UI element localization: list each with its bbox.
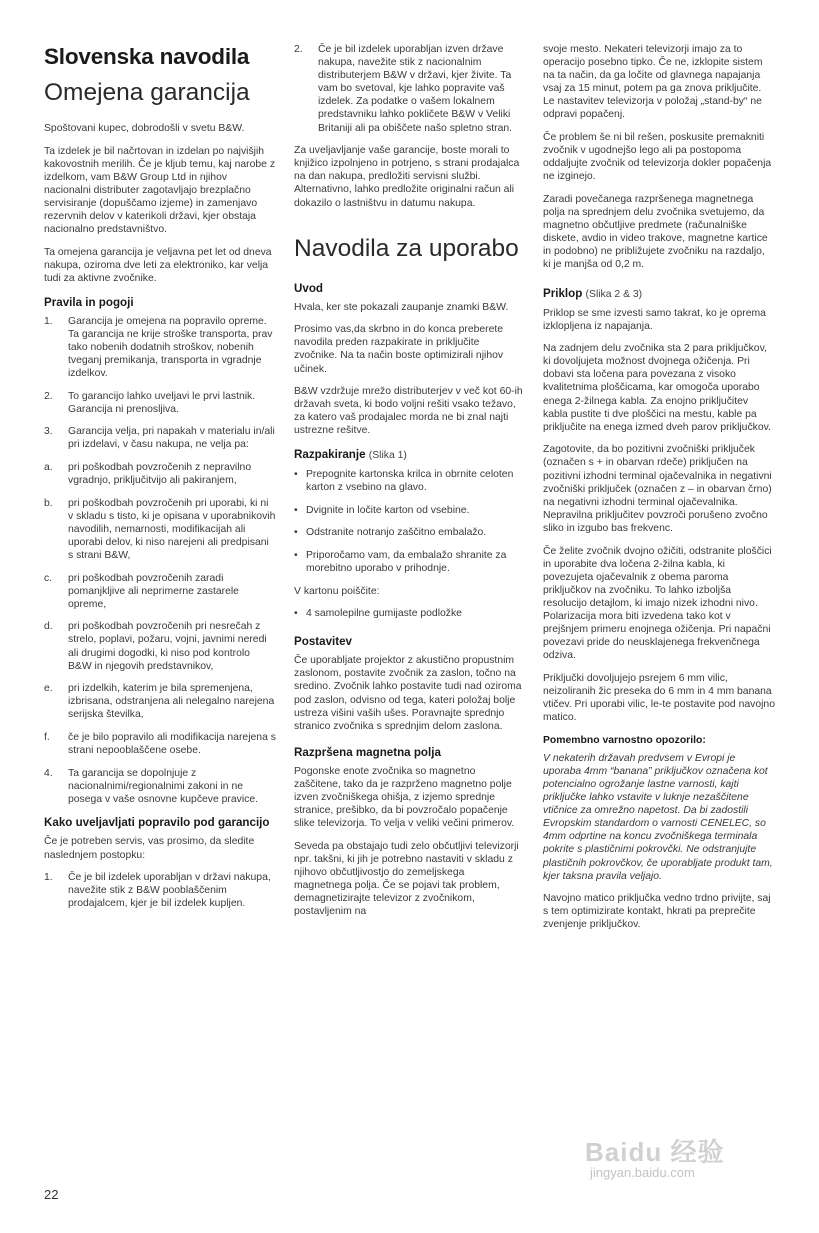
list-item: d. pri poškodbah povzročenih pri nesrečah z strelo, poplavi, požaru, vojni, javnimi neredi ali drugimi dogodki, ki niso pod kontrolo B&W in njegovih predstavnikov, [44, 621, 267, 672]
list-item: 2. Če je bil izdelek uporabljan izven države nakupa, navežite stik z nacionalnim distributerjem B&W v državi, kjer živite. Ta vam bo svetoval, kje lahko popravite vaš izdelek. Za podatke o vašem lokalnem predstavniku lahko pokličete B&W v Veliki Britaniji ali pa obiščete našo spletno stran. [294, 44, 513, 134]
paragraph: Prosimo vas,da skrbno in do konca preberete navodila preden razpakirate in priključite zvočnike. Na ta način boste optimizirali njihov učinek. [294, 324, 504, 375]
warranty-title: Omejena garancija [44, 79, 250, 106]
paragraph: Če želite zvočnik dvojno ožičiti, odstranite ploščici in uporabite dva ločena 2-žilna kabla, ki povezujeta ojačevalnik z obema paroma priključkov na zvočniku. To lahko izboljša resolucijo detajlom, ki imajo nizek izhodni nivo. Polarizacija mora biti izvedena tako kot v prejšnjem primeru enojnega ožičenja. Pri napačni povezavi pride do neusklajenega frekvenčnega odziva. [543, 545, 772, 662]
column-2 [294, 43, 524, 928]
unpacking-list [294, 468, 524, 575]
watermark-logo: Baidu 经验 [585, 1137, 725, 1167]
paragraph: Seveda pa obstajajo tudi zelo občutljivi televizorji npr. takšni, ki jih je potrebno nastaviti v skladu z njihovo občutljivostjo do zemeljskega magnetnega polja. Če se pojavi tak problem, demagnetizirajte televizor z zvočnikom, postavljenim na [294, 840, 519, 918]
paragraph: Na zadnjem delu zvočnika sta 2 para priključkov, ki dovoljujeta možnost dvojnega ožičenja. Pri dobavi sta ločena para povezana z visoko kvalitetnima ploščicama, kar omogoča uporabo enega 2-žilnega kabla. Za enojno priključitev kabla pustite ti dve ploščici na mestu, kable pa priključite na enega izmed dveh parov priključkov. [543, 343, 771, 433]
paragraph: Pogonske enote zvočnika so magnetno zaščitene, tako da je razprženo magnetno polje izven zvočniškega ohišja, z izjemo sprednje stranice, prešibko, da bi povzročalo popačenje slike televizorja. To velja v veliki večini primerov. [294, 765, 515, 830]
safety-warning-heading: Pomembno varnostno opozorilo: [543, 734, 706, 746]
figure-reference: (Slika 1) [368, 449, 407, 461]
list-item: • Dvignite in ločite karton od vsebine. [294, 504, 470, 516]
paragraph: Če uporabljate projektor z akustično propustnim zaslonom, postavite zvočnik za zaslon, točno na sredino. Zvočnik lahko postavite tudi nad oziroma pod zaslon, odvisno od tega, kateri položaj bolje ustreza višini vaših ušes. Poravnajte sprednjo stranico zvočnika s sprednjim delom zaslona. [294, 655, 522, 732]
paragraph: Ta izdelek je bil načrtovan in izdelan po najvišjih kakovostnih merilih. Če je kljub temu, kaj narobe z izdelkom, vam B&W Group Ltd in njihov nacionalni distributer zagotavljajo brezplačno servisiranje (dopuščamo izjeme) in zamenjavo rezervnih delov v katerikoli državi, kjer obstaja nacionalno predstavništvo. [44, 145, 276, 236]
watermark-url: jingyan.baidu.com [590, 1165, 695, 1180]
manual-title: Navodila za uporabo [294, 234, 519, 262]
positioning-heading: Postavitev [294, 635, 352, 649]
paragraph: Če problem še ni bil rešen, poskusite premakniti zvočnik v ugodnejšo lego ali pa postopoma oddaljujte zvočnik od televizorja dokler popačenja ne izginejo. [543, 132, 772, 183]
magnetic-fields-heading: Razpršena magnetna polja [294, 745, 441, 759]
intro-heading: Uvod [294, 281, 323, 295]
list-item: b. pri poškodbah povzročenih pri uporabi, ki ni v skladu s tisto, ki je opisana v uporabnikovih navodilih, nemarnosti, modifikacijah ali uporabi delov, ki niso narejeni ali predpisani s strani B&W, [44, 497, 276, 561]
page-number: 22 [44, 1187, 59, 1202]
terms-heading: Pravila in pogoji [44, 295, 134, 309]
paragraph: Priključki dovoljujejo psrejem 6 mm vilic, neizoliranih žic preseka do 6 mm in 4 mm banana vtičev. Pri uporabi vilic, le-te postavite pod navojno matico. [543, 672, 775, 724]
paragraph: Zaradi povečanega razpršenega magnetnega polja na sprednjem delu zvočnika svetujemo, da magnetno občutljive predmete (računalniške diskete, avdio in video trakove, magnetne kartice in podobno) ne približujete zvočniku na razdaljo, ki je manjša od 0,2 m. [543, 193, 768, 271]
list-item: • 4 samolepilne gumijaste podložke [294, 608, 462, 620]
column-3 [543, 43, 775, 941]
claim-heading: Kako uveljavljati popravilo pod garancijo [44, 816, 270, 830]
paragraph: Zagotovite, da bo pozitivni zvočniški priključek (označen s + in obarvan rdeče) priključen na pozitivni izhodni terminal ojačevalnika in negativni zvočniški priključek (označen z – in obarvan črno) na negativni izhodni terminal ojačevalnika. Nepravilna priključitev povzroči porušeno zvočno sliko in izgubo bas frekvenc. [543, 444, 772, 534]
paragraph: B&W vzdržuje mrežo distributerjev v več kot 60-ih državah sveta, ki bodo voljni rešiti vsako težavo, za katero vaš prodajalec morda ne bi znal najti ustrezne rešitve. [294, 386, 523, 437]
column-1 [44, 40, 276, 920]
safety-warning-text: V nekaterih državah predvsem v Evropi je uporaba 4mm “banana” priključkov označena kot potencialno ogrožanje lastne varnosti, kajti priključke lahko vstavite v luknje nezaščitene vtičnice za omrežno napetost. Da bi zadostili Evropskim standardom o varnosti CENELEC, so 4mm odprtine na koncu zvočniškega terminala pokrite s plastičnimi pokrovčki. Ne odstranjujte plastičnih pokrovčkov, če uporabljate produkt tam, kjer taksna pravila veljajo. [543, 752, 773, 882]
document-title: Slovenska navodila [44, 44, 250, 69]
list-item: • Prepognite kartonska krilca in obrnite celoten karton z vsebino na glavo. [294, 468, 514, 494]
terms-list [44, 315, 276, 806]
list-item: c. pri poškodbah povzročenih zaradi pomanjkljive ali neprimerne zastarele opreme, [44, 572, 239, 610]
box-contents-list [294, 607, 524, 620]
list-item: 2. To garancijo lahko uveljavi le prvi lastnik. Garancija ni prenosljiva. [44, 390, 256, 415]
paragraph: Hvala, ker ste pokazali zaupanje znamki B&W. [294, 301, 509, 313]
list-item: 4. Ta garancija se dopolnjuje z nacionalnimi/regionalnimi zakoni in ne posega v vaše osnovne kupčeve pravice. [44, 767, 259, 805]
paragraph: Priklop se sme izvesti samo takrat, ko je oprema izklopljena iz napajanja. [543, 307, 766, 332]
connection-heading: Priklop (Slika 2 & 3) [543, 286, 643, 300]
paragraph: svoje mesto. Nekateri televizorji imajo za to operacijo posebno tipko. Če ne, izklopite sistem na ta način, da ga ločite od glavnega napajanja vsaj za 15 minut, potem pa ga znova priključite. Le nastavitev televizorja v položaj „stand-by“ ne odpravi popačenj. [543, 44, 763, 121]
paragraph: Za uveljavljanje vaše garancije, boste morali to knjižico izpolnjeno in potrjeno, s strani prodajalca na dan nakupa, predložiti servisni službi. Alternativno, lahko predložite originalni račun ali dokazilo o lastništvu in datumu nakupa. [294, 145, 520, 209]
paragraph: Navojno matico priključka vedno trdno privijte, saj s tem optimizirate kontakt, hkrati pa preprečite zvenjenje priključkov. [543, 893, 771, 931]
unpacking-heading: Razpakiranje (Slika 1) [294, 447, 407, 461]
list-item: 3. Garancija velja, pri napakah v materialu in/ali pri izdelavi, v času nakupa, ne velja pa: [44, 426, 275, 451]
figure-reference: (Slika 2 & 3) [585, 288, 643, 300]
list-item: • Priporočamo vam, da embalažo shranite za morebitno uporabo v prihodnje. [294, 549, 507, 574]
list-item: a. pri poškodbah povzročenih z nepravilno vgradnjo, priključitvijo ali pakiranjem, [44, 461, 252, 486]
paragraph: V kartonu poiščite: [294, 585, 380, 597]
list-item: 1. Če je bil izdelek uporabljan v državi nakupa, navežite stik z B&W pooblaščenim prodajalcem, kjer je bil izdelek kupljen. [44, 872, 271, 910]
claim-list [44, 871, 276, 910]
list-item: 1. Garancija je omejena na popravilo opreme. Ta garancija ne krije stroške transporta, prav tako nobenih dodatnih stroškov, nobenih tveganj premikanja, transporta in vgradnje izdelkov. [44, 315, 273, 379]
paragraph: Če je potreben servis, vas prosimo, da sledite naslednjem postopku: [44, 836, 255, 861]
paragraph: Spoštovani kupec, dobrodošli v svetu B&W. [44, 123, 245, 134]
paragraph: Ta omejena garancija je veljavna pet let od dneva nakupa, oziroma dve leti za elektroniko, kar velja tudi za aktivne zvočnike. [44, 246, 272, 284]
list-item: f. če je bilo popravilo ali modifikacija narejena s strani nepooblaščene osebe. [44, 731, 276, 757]
list-item: e. pri izdelkih, katerim je bila spremenjena, izbrisana, odstranjena ali nelegalno narejena serijska številka, [44, 683, 275, 721]
list-item: • Odstranite notranjo zaščitno embalažo. [294, 527, 487, 539]
claim-list-continued [294, 43, 524, 135]
